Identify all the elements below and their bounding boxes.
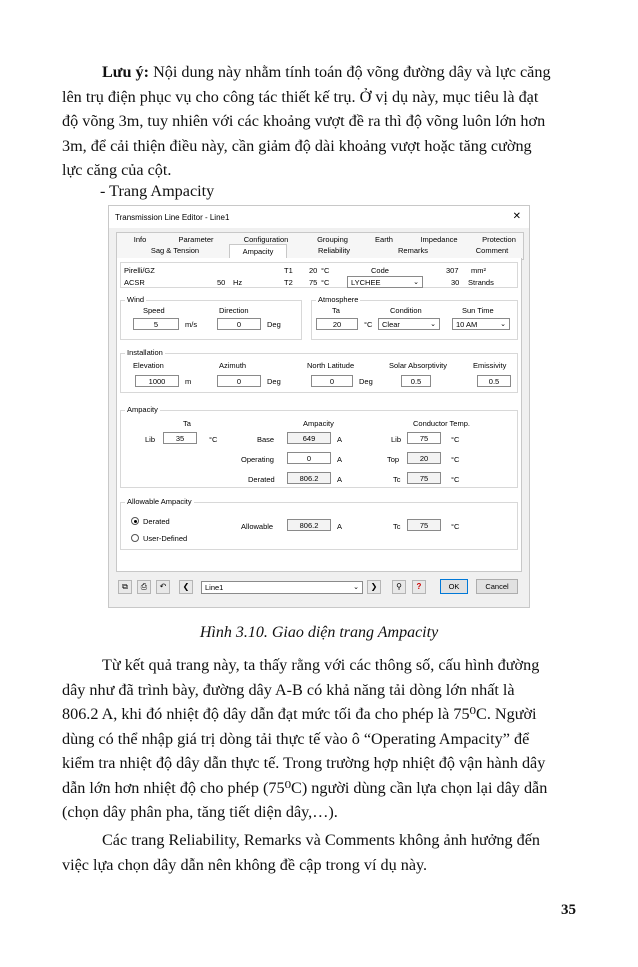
operating-label: Operating <box>241 455 274 464</box>
tc-unit: °C <box>451 475 460 484</box>
code-select[interactable] <box>347 276 423 288</box>
note-line: độ võng 3m, tuy nhiên với các khoảng vượt đề ra thì độ võng luôn lớn hơn <box>62 112 546 130</box>
t1-value: 20 <box>309 266 318 275</box>
cancel-button[interactable]: Cancel <box>476 579 518 594</box>
derated-ampacity-field: 806.2 <box>287 472 331 484</box>
tab-ampacity[interactable]: Ampacity <box>229 244 287 259</box>
t1-unit: °C <box>321 266 330 275</box>
frequency-value: 50 <box>217 278 226 287</box>
derated-option-label: Derated <box>143 517 170 526</box>
atmosphere-group <box>311 295 518 340</box>
size-unit: mm² <box>471 266 486 275</box>
ampacity-group <box>120 405 518 488</box>
latitude-label: North Latitude <box>307 361 355 370</box>
elevation-label: Elevation <box>133 361 164 370</box>
elevation-unit: m <box>185 377 192 386</box>
conductor-maker: Pirelli/GZ <box>124 266 155 275</box>
allowable-tc-field: 75 <box>407 519 441 531</box>
next-arrow-icon[interactable]: ❯ <box>367 580 381 594</box>
wind-group <box>120 295 302 340</box>
suntime-select[interactable] <box>452 318 510 330</box>
bullet-ampacity: - Trang Ampacity <box>100 182 215 200</box>
speed-input[interactable]: 5 <box>133 318 179 330</box>
conductor-type: ACSR <box>124 278 145 287</box>
binoculars-icon[interactable]: ⚲ <box>392 580 406 594</box>
body-line: dây như đã trình bày, đường dây A-B có khả năng tải dòng lớn nhất là <box>62 680 515 699</box>
body-line: dẫn lớn hơn nhiệt độ cho phép (75⁰C) người dùng cần lựa chọn lại dây dẫn <box>62 778 548 797</box>
condition-value: Clear <box>382 320 400 329</box>
top-label: Top <box>387 455 400 464</box>
chevron-down-icon: ⌄ <box>353 584 359 591</box>
conductor-temp-header: Conductor Temp. <box>413 419 470 428</box>
dialog-title: Transmission Line Editor - Line1 <box>115 213 230 222</box>
ta-label: Ta <box>332 306 340 315</box>
note-paragraph <box>62 60 578 183</box>
conductor-info <box>120 262 518 288</box>
absorptivity-input[interactable]: 0.5 <box>401 375 431 387</box>
body-line: việc lựa chọn dây dẫn nên không đề cập trong ví dụ này. <box>62 855 428 874</box>
ta-input[interactable]: 20 <box>316 318 358 330</box>
derated-unit: A <box>337 475 343 484</box>
help-icon[interactable]: ? <box>412 580 426 594</box>
tab-configuration[interactable]: Configuration <box>243 235 289 244</box>
note-line: Nội dung này nhằm tính toán độ võng đường dây và lực căng <box>153 63 551 81</box>
t2-label: T2 <box>284 278 293 287</box>
body-paragraph-2 <box>62 828 578 877</box>
emissivity-label: Emissivity <box>473 361 507 370</box>
body-line: kiểm tra nhiệt độ dây dẫn thực tế. Trong trường hợp nhiệt độ vận hành dây <box>62 754 546 772</box>
tab-comment[interactable]: Comment <box>475 246 509 255</box>
copy-icon[interactable]: ⧉ <box>118 580 132 594</box>
body-line: (chọn dây phân pha, tăng tiết diện dây,…). <box>62 803 338 821</box>
tab-grouping[interactable]: Grouping <box>317 235 348 244</box>
close-icon[interactable]: ✕ <box>512 211 521 222</box>
ta-header: Ta <box>183 419 191 428</box>
code-label: Code <box>371 266 389 275</box>
note-line: lực căng của cột. <box>62 161 172 179</box>
allowable-label: Allowable <box>241 522 274 531</box>
base-label: Base <box>257 435 275 444</box>
atmosphere-title: Atmosphere <box>318 295 359 304</box>
azimuth-input[interactable]: 0 <box>217 375 261 387</box>
allowable-unit: A <box>337 522 343 531</box>
ct-lib-unit: °C <box>451 435 460 444</box>
print-icon[interactable]: ⎙ <box>137 580 151 594</box>
frequency-unit: Hz <box>233 278 243 287</box>
ct-lib-label: Lib <box>391 435 402 444</box>
allowable-tc-unit: °C <box>451 522 460 531</box>
speed-label: Speed <box>143 306 165 315</box>
prev-arrow-icon[interactable]: ❮ <box>179 580 193 594</box>
tab-parameter[interactable]: Parameter <box>178 235 214 244</box>
t2-unit: °C <box>321 278 330 287</box>
line-select[interactable] <box>201 581 363 594</box>
allowable-ampacity-group <box>120 497 518 550</box>
operating-ampacity-input[interactable]: 0 <box>287 452 331 464</box>
size-value: 307 <box>446 266 459 275</box>
undo-icon[interactable]: ↶ <box>156 580 170 594</box>
tab-sag-tension[interactable]: Sag & Tension <box>150 246 200 255</box>
t2-value: 75 <box>309 278 318 287</box>
t1-label: T1 <box>284 266 293 275</box>
suntime-label: Sun Time <box>462 306 494 315</box>
user-defined-radio[interactable] <box>131 534 139 542</box>
ct-lib-input[interactable]: 75 <box>407 432 441 444</box>
note-line: lên trụ điện phục vụ cho công tác thiết kế trụ. Ở vị dụ này, mục tiêu là đạt <box>62 87 539 106</box>
chevron-down-icon: ⌄ <box>500 321 506 328</box>
note-line: 3m, để cải thiện điều này, cần giảm độ dài khoảng vượt hoặc tăng cường <box>62 136 532 155</box>
ta-unit: °C <box>364 320 373 329</box>
title-bar <box>109 206 529 228</box>
ampacity-header: Ampacity <box>303 419 334 428</box>
tab-reliability[interactable]: Reliability <box>317 246 351 255</box>
note-label: Lưu ý: <box>102 63 150 81</box>
allowable-tc-label: Tc <box>393 522 401 531</box>
ampacity-panel <box>116 258 522 572</box>
absorptivity-label: Solar Absorptivity <box>389 361 447 370</box>
tab-protection[interactable]: Protection <box>482 235 516 244</box>
latitude-input[interactable]: 0 <box>311 375 353 387</box>
base-ampacity-field: 649 <box>287 432 331 444</box>
tab-strip <box>116 232 524 260</box>
latitude-unit: Deg <box>359 377 373 386</box>
user-defined-option-label: User-Defined <box>143 534 188 543</box>
tc-field: 75 <box>407 472 441 484</box>
chevron-down-icon: ⌄ <box>430 321 436 328</box>
tc-label: Tc <box>393 475 401 484</box>
emissivity-input[interactable]: 0.5 <box>477 375 511 387</box>
body-line: Các trang Reliability, Remarks và Comments không ảnh hưởng đến <box>102 831 540 849</box>
ok-button[interactable]: OK <box>440 579 468 594</box>
lib-label: Lib <box>145 435 156 444</box>
lib-ta-unit: °C <box>209 435 218 444</box>
azimuth-unit: Deg <box>267 377 281 386</box>
page-number: 35 <box>561 902 576 918</box>
transmission-line-editor-dialog <box>108 205 530 608</box>
line-select-value: Line1 <box>205 583 224 592</box>
top-unit: °C <box>451 455 460 464</box>
installation-group <box>120 348 518 393</box>
condition-select[interactable] <box>378 318 440 330</box>
body-line: dùng có thể nhập giá trị dòng tải thực tế vào ô “Operating Ampacity” để <box>62 729 530 748</box>
direction-label: Direction <box>219 306 249 315</box>
strands-value: 30 <box>451 278 460 287</box>
tab-remarks[interactable]: Remarks <box>397 246 428 255</box>
body-line: Từ kết quả trang này, ta thấy rằng với các thông số, cấu hình đường <box>102 656 540 674</box>
body-paragraph-1 <box>62 653 578 825</box>
tab-impedance[interactable]: Impedance <box>420 235 458 244</box>
direction-unit: Deg <box>267 320 281 329</box>
direction-input[interactable]: 0 <box>217 318 261 330</box>
tab-earth[interactable]: Earth <box>375 235 393 244</box>
operating-unit: A <box>337 455 343 464</box>
elevation-input[interactable]: 1000 <box>135 375 179 387</box>
derated-label: Derated <box>248 475 275 484</box>
figure-caption: Hình 3.10. Giao diện trang Ampacity <box>199 624 439 641</box>
azimuth-label: Azimuth <box>219 361 247 370</box>
tab-info[interactable]: Info <box>133 235 147 244</box>
ampacity-title: Ampacity <box>127 405 158 414</box>
code-value: LYCHEE <box>351 278 381 287</box>
strands-unit: Strands <box>468 278 494 287</box>
allowable-field: 806.2 <box>287 519 331 531</box>
body-line: 806.2 A, khi đó nhiệt độ dây dẫn đạt mức tối đa cho phép là 75⁰C. Người <box>62 705 537 723</box>
top-field: 20 <box>407 452 441 464</box>
lib-ta-input[interactable]: 35 <box>163 432 197 444</box>
wind-title: Wind <box>127 295 145 304</box>
suntime-value: 10 AM <box>456 320 478 329</box>
chevron-down-icon: ⌄ <box>413 279 419 286</box>
derated-radio[interactable] <box>131 517 139 525</box>
allowable-title: Allowable Ampacity <box>127 497 192 506</box>
speed-unit: m/s <box>185 320 198 329</box>
base-unit: A <box>337 435 343 444</box>
condition-label: Condition <box>390 306 422 315</box>
installation-title: Installation <box>127 348 163 357</box>
